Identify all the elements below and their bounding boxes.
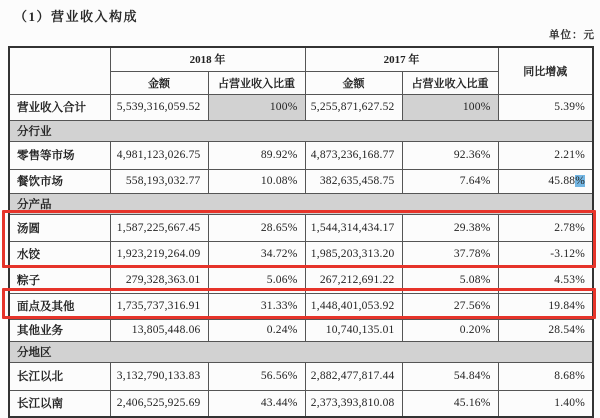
table-row-north: [9, 362, 593, 390]
cell-yoy: [498, 169, 593, 193]
cell-proportion-2017: 5.08%: [402, 267, 498, 293]
cell-amount-2018: 2,406,525,925.69: [110, 390, 208, 417]
header-amount-2017: 金额: [305, 71, 402, 94]
cell-amount-2018: 5,539,316,059.52: [110, 94, 208, 120]
row-label: 水饺: [9, 241, 110, 267]
section-row-industry: [9, 120, 593, 141]
section-title: （1）营业收入构成: [14, 9, 139, 24]
header-year-2018: 2018 年: [110, 47, 305, 71]
row-label: 粽子: [9, 267, 110, 293]
cell-amount-2017: 1,985,203,313.20: [305, 241, 402, 267]
section-label: 分地区: [9, 341, 593, 362]
table-row-zongzi: [9, 267, 593, 293]
cell-proportion-2017: 54.84%: [402, 362, 498, 390]
cell-yoy: 4.53%: [498, 267, 593, 293]
corner-blank-cell: [9, 47, 110, 94]
cell-yoy: 2.78%: [498, 214, 593, 241]
table-row-south: [9, 390, 593, 417]
revenue-composition-table: [8, 46, 594, 418]
section-row-product: [9, 193, 593, 214]
section-label: 分行业: [9, 120, 593, 141]
cell-amount-2018: 3,132,790,133.83: [110, 362, 208, 390]
cell-proportion-2018: 100%: [208, 94, 305, 120]
table-row-shuijiao: [9, 241, 593, 267]
cell-amount-2018: 1,735,737,316.91: [110, 293, 208, 319]
header-row-years: [9, 47, 593, 71]
row-label: 长江以北: [9, 362, 110, 390]
cell-proportion-2017: 29.38%: [402, 214, 498, 241]
row-label: 长江以南: [9, 390, 110, 417]
cell-yoy: -3.12%: [498, 241, 593, 267]
cell-amount-2017: 2,373,393,810.08: [305, 390, 402, 417]
cell-proportion-2018: 28.65%: [208, 214, 305, 241]
table-row-retail: [9, 141, 593, 169]
row-label: 餐饮市场: [9, 169, 110, 193]
section-row-region: [9, 341, 593, 362]
cell-amount-2018: 558,193,032.77: [110, 169, 208, 193]
cell-proportion-2018: 5.06%: [208, 267, 305, 293]
table-row-total: [9, 94, 593, 120]
cell-amount-2017: 1,448,401,053.92: [305, 293, 402, 319]
table-row-catering: [9, 169, 593, 193]
cell-amount-2017: 267,212,691.22: [305, 267, 402, 293]
cell-yoy: 2.21%: [498, 141, 593, 169]
cell-amount-2017: 2,882,477,817.44: [305, 362, 402, 390]
selected-text-highlight: %: [575, 175, 585, 187]
cell-amount-2018: 4,981,123,026.75: [110, 141, 208, 169]
row-label: 汤圆: [9, 214, 110, 241]
header-proportion-2017: 占营业收入比重: [402, 71, 498, 94]
row-label: 面点及其他: [9, 293, 110, 319]
header-amount-2018: 金额: [110, 71, 208, 94]
row-label: 营业收入合计: [9, 94, 110, 120]
cell-proportion-2018: 43.44%: [208, 390, 305, 417]
cell-yoy: 28.54%: [498, 319, 593, 341]
cell-proportion-2017: 7.64%: [402, 169, 498, 193]
cell-amount-2017: 1,544,314,434.17: [305, 214, 402, 241]
cell-yoy: 1.40%: [498, 390, 593, 417]
cell-proportion-2018: 34.72%: [208, 241, 305, 267]
header-proportion-2018: 占营业收入比重: [208, 71, 305, 94]
cell-proportion-2018: 89.92%: [208, 141, 305, 169]
cell-amount-2018: 279,328,363.01: [110, 267, 208, 293]
row-label: 零售等市场: [9, 141, 110, 169]
cell-proportion-2017: 27.56%: [402, 293, 498, 319]
cell-proportion-2017: 92.36%: [402, 141, 498, 169]
cell-yoy: 5.39%: [498, 94, 593, 120]
cell-amount-2018: 1,587,225,667.45: [110, 214, 208, 241]
cell-proportion-2017: 0.20%: [402, 319, 498, 341]
cell-proportion-2018: 56.56%: [208, 362, 305, 390]
cell-amount-2018: 1,923,219,264.09: [110, 241, 208, 267]
cell-proportion-2017: 37.78%: [402, 241, 498, 267]
cell-amount-2017: 10,740,135.01: [305, 319, 402, 341]
yoy-value: 45.88: [548, 175, 576, 187]
row-label: 其他业务: [9, 319, 110, 341]
cell-amount-2017: 382,635,458.75: [305, 169, 402, 193]
cell-proportion-2018: 10.08%: [208, 169, 305, 193]
cell-proportion-2017: 45.16%: [402, 390, 498, 417]
header-year-2017: 2017 年: [305, 47, 498, 71]
unit-label: 单位：元: [549, 30, 595, 41]
cell-proportion-2018: 31.33%: [208, 293, 305, 319]
table-row-tangyuan: [9, 214, 593, 241]
cell-yoy: 19.84%: [498, 293, 593, 319]
cell-amount-2017: 5,255,871,627.52: [305, 94, 402, 120]
cell-amount-2018: 13,805,448.06: [110, 319, 208, 341]
section-label: 分产品: [9, 193, 593, 214]
cell-amount-2017: 4,873,236,168.77: [305, 141, 402, 169]
cell-yoy: 8.68%: [498, 362, 593, 390]
cell-proportion-2018: 0.24%: [208, 319, 305, 341]
header-yoy: 同比增减: [498, 47, 593, 94]
table-row-other-business: [9, 319, 593, 341]
cell-proportion-2017: 100%: [402, 94, 498, 120]
table-row-pastry: [9, 293, 593, 319]
